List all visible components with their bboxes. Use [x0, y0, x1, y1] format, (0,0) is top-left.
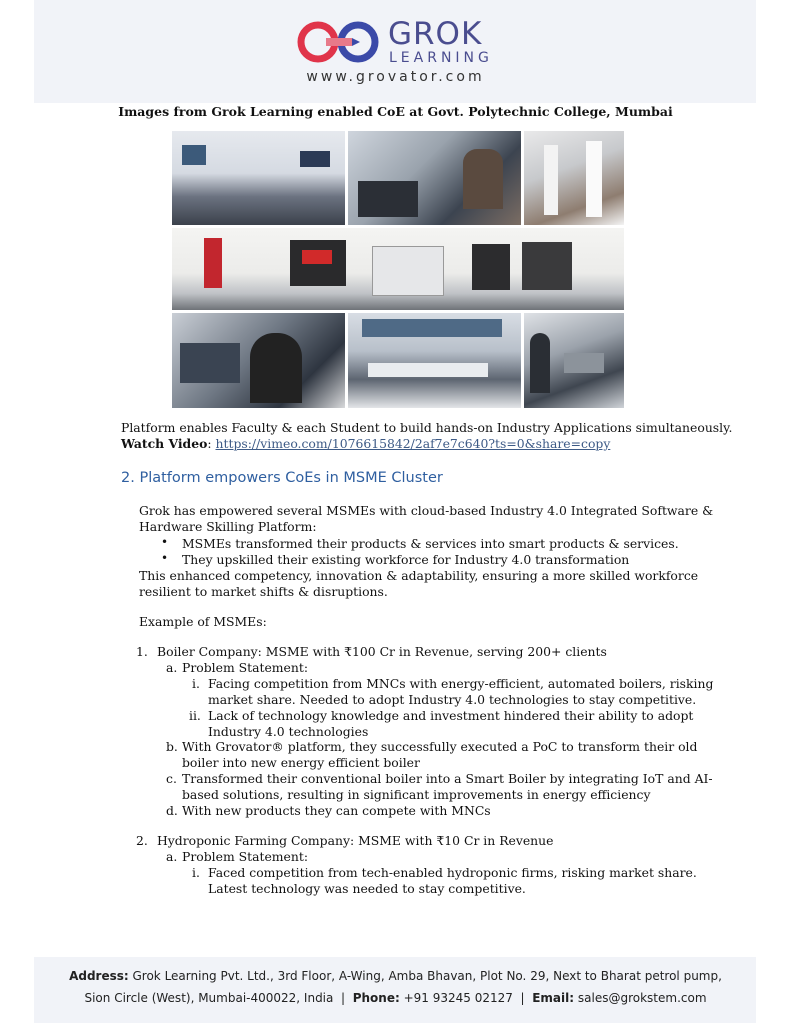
- photo-student-laptop: [348, 131, 521, 225]
- watch-video-sep: :: [207, 436, 212, 451]
- example-2-number: 2.: [136, 833, 148, 848]
- footer-address-line2: [0, 991, 791, 1005]
- photo-students-standing: [524, 131, 624, 225]
- ex1-d-label: d.: [166, 803, 178, 818]
- ex1-i-label: i.: [192, 676, 200, 691]
- ex2-a-label: a.: [166, 849, 178, 864]
- photo-lab-equipment: [172, 228, 624, 310]
- footer-band: [34, 957, 756, 1023]
- ex1-b-line1: With Grovator® platform, they successfully executed a PoC to transform their old: [182, 739, 698, 754]
- footer-address-line1: [0, 969, 791, 983]
- email-address[interactable]: sales@grokstem.com: [577, 991, 707, 1005]
- ex2-i-line2: Latest technology was needed to stay competitive.: [208, 881, 526, 896]
- ex1-a-label: a.: [166, 660, 178, 675]
- ex2-i-line1: Faced competition from tech-enabled hydroponic firms, risking market share.: [208, 865, 697, 880]
- watch-video-line: [121, 436, 610, 452]
- ex1-i-line1: Facing competition from MNCs with energy-efficient, automated boilers, risking: [208, 676, 714, 691]
- website-text: www.grovator.com: [306, 69, 485, 85]
- bullet-item-1: MSMEs transformed their products & services into smart products & services.: [182, 536, 679, 551]
- ex2-a-text: Problem Statement:: [182, 849, 309, 864]
- bullet-icon: •: [161, 535, 169, 549]
- address-text-2: Sion Circle (West), Mumbai-400022, India: [84, 991, 334, 1005]
- grok-logo-icon: [296, 20, 382, 64]
- logo-name: GROK: [388, 16, 483, 52]
- ex1-b-line2: boiler into new energy efficient boiler: [182, 755, 420, 770]
- ex1-c-label: c.: [166, 771, 177, 786]
- platform-description: Platform enables Faculty & each Student to build hands-on Industry Applications simultaneously.: [121, 420, 733, 435]
- email-label: Email:: [532, 991, 575, 1005]
- ex1-i-line2: market share. Needed to adopt Industry 4.0 technologies to stay competitive.: [208, 692, 697, 707]
- ex1-b-label: b.: [166, 739, 178, 754]
- ex1-d-text: With new products they can compete with MNCs: [182, 803, 491, 818]
- ex1-a-text: Problem Statement:: [182, 660, 309, 675]
- ex1-ii-line2: Industry 4.0 technologies: [208, 724, 369, 739]
- images-caption: Images from Grok Learning enabled CoE at Govt. Polytechnic College, Mumbai: [118, 104, 673, 119]
- examples-label: Example of MSMEs:: [139, 614, 267, 629]
- photo-student-working: [172, 313, 345, 408]
- photo-classroom-wide: [172, 131, 345, 225]
- para1-line2: Hardware Skilling Platform:: [139, 519, 317, 534]
- ex1-c-line1: Transformed their conventional boiler into a Smart Boiler by integrating IoT and AI-: [182, 771, 713, 786]
- example-1-title: Boiler Company: MSME with ₹100 Cr in Revenue, serving 200+ clients: [157, 644, 607, 659]
- ex1-ii-label: ii.: [189, 708, 201, 723]
- para2-line1: This enhanced competency, innovation & adaptability, ensuring a more skilled workforce: [139, 568, 699, 583]
- address-label: Address:: [69, 969, 129, 983]
- phone-label: Phone:: [352, 991, 400, 1005]
- example-2-title: Hydroponic Farming Company: MSME with ₹10 Cr in Revenue: [157, 833, 554, 848]
- para2-line2: resilient to market shifts & disruptions.: [139, 584, 388, 599]
- phone-number: +91 93245 02127: [403, 991, 513, 1005]
- bullet-icon: •: [161, 551, 169, 565]
- photo-lab-monitors: [348, 313, 521, 408]
- logo-subtitle: LEARNING: [389, 50, 493, 66]
- ex1-c-line2: based solutions, resulting in significant improvements in energy efficiency: [182, 787, 651, 802]
- section-heading: 2. Platform empowers CoEs in MSME Cluster: [121, 470, 443, 486]
- photo-students-row: [524, 313, 624, 408]
- ex1-ii-line1: Lack of technology knowledge and investment hindered their ability to adopt: [208, 708, 694, 723]
- photo-collage: [172, 131, 624, 408]
- footer-separator: |: [520, 991, 525, 1005]
- para1-line1: Grok has empowered several MSMEs with cloud-based Industry 4.0 Integrated Software &: [139, 503, 714, 518]
- address-text: Grok Learning Pvt. Ltd., 3rd Floor, A-Wing, Amba Bhavan, Plot No. 29, Next to Bharat petrol pump,: [132, 969, 722, 983]
- footer-separator: |: [341, 991, 346, 1005]
- video-link[interactable]: https://vimeo.com/1076615842/2af7e7c640?ts=0&share=copy: [215, 436, 611, 451]
- ex2-i-label: i.: [192, 865, 200, 880]
- watch-video-label: Watch Video: [121, 436, 208, 451]
- bullet-item-2: They upskilled their existing workforce for Industry 4.0 transformation: [182, 552, 630, 567]
- example-1-number: 1.: [136, 644, 148, 659]
